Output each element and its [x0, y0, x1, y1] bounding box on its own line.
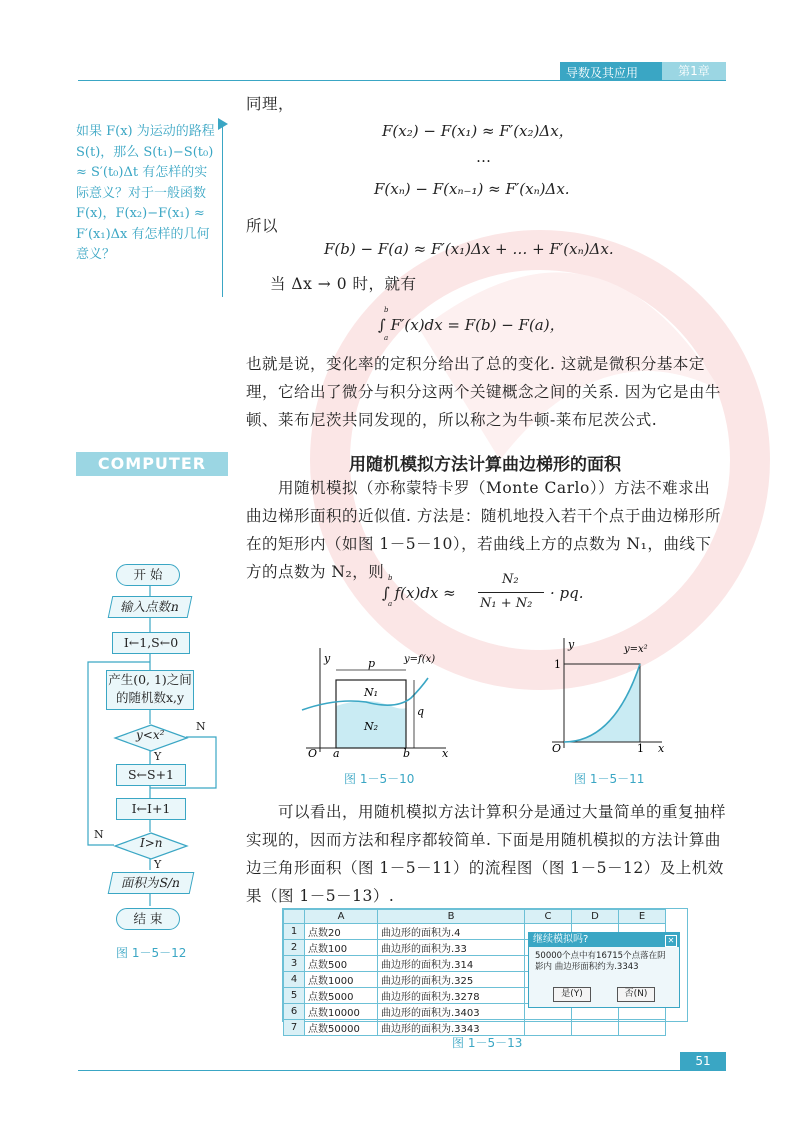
row-header[interactable]: 5: [284, 987, 305, 1003]
cell-a[interactable]: 点数5000: [305, 987, 378, 1003]
computer-label: COMPUTER: [76, 452, 228, 476]
yes-button[interactable]: 是(Y): [553, 987, 591, 1002]
cell-b[interactable]: 曲边形的面积为.4: [378, 923, 525, 939]
formula-numerator: N₂: [502, 572, 519, 587]
dialog-message: 50000个点中有16715个点落在阴影内 曲边形面积约为.3343: [535, 951, 666, 972]
integral-upper: b: [384, 306, 389, 314]
cell-b[interactable]: 曲边形的面积为.3343: [378, 1019, 525, 1035]
fig10-p-label: p: [368, 657, 376, 670]
flowchart-yes-1: Y: [154, 750, 162, 763]
dialog-title: 继续模拟吗?: [529, 933, 679, 947]
flowchart-output: 面积为S/n: [108, 872, 195, 894]
row-header[interactable]: 6: [284, 1003, 305, 1019]
so-text: 所以: [246, 217, 279, 235]
fig10-origin-label: O: [308, 747, 318, 760]
fig10-b-label: b: [403, 747, 411, 760]
cell-a[interactable]: 点数20: [305, 923, 378, 939]
no-button[interactable]: 否(N): [617, 987, 655, 1002]
flowchart-condition1: y<x²: [136, 728, 165, 742]
row-header[interactable]: 7: [284, 1019, 305, 1035]
spreadsheet-caption: 图 1－5－13: [452, 1036, 523, 1050]
flowchart-increment-i: I←I+1: [116, 798, 186, 820]
fig11-one-x-label: 1: [637, 742, 644, 755]
equation-4: ∫ F′(x)dx = F(b) − F(a)，: [378, 316, 565, 334]
flowchart-no-2: N: [94, 828, 104, 841]
fig10-a-label: a: [333, 747, 340, 760]
spreadsheet-col-c[interactable]: C: [525, 910, 572, 924]
page-number: 51: [680, 1052, 726, 1070]
fig11-x-label: x: [658, 742, 665, 755]
fig11-one-y-label: 1: [554, 658, 561, 671]
equation-dots: …: [476, 148, 491, 166]
spreadsheet-header-row: [284, 910, 666, 924]
fig11-curve-label: y=x²: [624, 644, 648, 655]
theorem-paragraph: 也就是说，变化率的定积分给出了总的变化. 这就是微积分基本定理，它给出了微分与积分这两个关键概念之间的关系. 因为它是由牛顿、莱布尼茨共同发现的，所以称之为牛顿-莱布尼茨公式.: [246, 355, 721, 429]
equation-3: F(b) − F(a) ≈ F′(x₁)Δx + … + F′(xₙ)Δx.: [324, 240, 614, 258]
fig10-n2-label: N₂: [364, 720, 379, 733]
formula-upper: b: [388, 574, 393, 582]
formula-lower: a: [388, 600, 393, 608]
flowchart-end: 结 束: [116, 908, 180, 930]
equation-2: F(xₙ) − F(xₙ₋₁) ≈ F′(xₙ)Δx.: [374, 180, 570, 198]
flowchart-generate-line1: 产生(0, 1)之间: [108, 672, 192, 687]
note-rule: [222, 122, 223, 297]
footer-rule: [78, 1070, 726, 1071]
flowchart-yes-2: Y: [154, 858, 162, 871]
figure-1-5-11: [544, 634, 670, 758]
flowchart-no-1: N: [196, 720, 206, 733]
cell-b[interactable]: 曲边形的面积为.3403: [378, 1003, 525, 1019]
spreadsheet-col-b[interactable]: B: [378, 910, 525, 924]
cell-a[interactable]: 点数500: [305, 955, 378, 971]
fig10-curve-label: y=f(x): [404, 654, 436, 665]
flowchart-caption: 图 1－5－12: [116, 946, 187, 960]
formula-denominator: N₁ + N₂: [480, 596, 533, 611]
cell-e[interactable]: [619, 1019, 666, 1035]
flowchart-increment-s: S←S+1: [116, 764, 186, 786]
header-chapter: 导数及其应用: [566, 66, 639, 80]
cell-b[interactable]: 曲边形的面积为.33: [378, 939, 525, 955]
formula-left: ∫ f(x)dx ≈: [382, 584, 456, 602]
cell-a[interactable]: 点数50000: [305, 1019, 378, 1035]
margin-note: 如果 F(x) 为运动的路程 S(t)，那么 S(t₁)−S(t₀) ≈ S′(t₀)Δt 有怎样的实际意义？对于一般函数 F(x)，F(x₂)−F(x₁) ≈ F′(x₁)Δx 有怎样的几何意义？: [76, 124, 215, 262]
fig11-caption: 图 1－5－11: [574, 772, 645, 786]
equation-1: F(x₂) − F(x₁) ≈ F′(x₂)Δx，: [382, 122, 574, 140]
fig11-origin-label: O: [552, 742, 562, 755]
cell-a[interactable]: 点数100: [305, 939, 378, 955]
fig10-q-label: q: [417, 705, 425, 718]
fraction-bar: [478, 592, 544, 593]
figure-1-5-10: [296, 640, 456, 758]
spreadsheet-col-d[interactable]: D: [572, 910, 619, 924]
note-arrow-icon: [218, 118, 228, 130]
monte-carlo-paragraph: 用随机模拟（亦称蒙特卡罗（Monte Carlo））方法不难求出曲边梯形面积的近似值. 方法是：随机地投入若干个点于曲边梯形所在的矩形内（如图 1－5－10），若曲线上方的点数为 N₁，曲线下方的点数为 N₂，则: [246, 479, 721, 581]
row-header[interactable]: 1: [284, 923, 305, 939]
flowchart-init: I←1,S←0: [112, 632, 190, 654]
spreadsheet-corner: [284, 910, 305, 924]
cell-b[interactable]: 曲边形的面积为.325: [378, 971, 525, 987]
row-header[interactable]: 3: [284, 955, 305, 971]
fig10-x-label: x: [442, 747, 449, 760]
row-header[interactable]: 4: [284, 971, 305, 987]
continue-dialog: [528, 932, 680, 1008]
fig10-n1-label: N₁: [364, 686, 379, 699]
flowchart-start: 开 始: [116, 564, 180, 586]
fig11-y-label: y: [568, 638, 575, 651]
formula-right: · pq.: [550, 584, 584, 602]
fig11-shaded-region: [564, 664, 640, 742]
header-rule: [78, 80, 726, 81]
section-title: 用随机模拟方法计算曲边梯形的面积: [349, 455, 621, 475]
flowchart-condition2: I>n: [140, 836, 163, 850]
flowchart-input: 输入点数n: [108, 596, 193, 618]
cell-c[interactable]: [525, 1019, 572, 1035]
cell-a[interactable]: 点数1000: [305, 971, 378, 987]
cell-b[interactable]: 曲边形的面积为.314: [378, 955, 525, 971]
cell-a[interactable]: 点数10000: [305, 1003, 378, 1019]
integral-lower: a: [384, 334, 389, 342]
when-text: 当 Δx → 0 时，就有: [270, 275, 417, 293]
spreadsheet-col-e[interactable]: E: [619, 910, 666, 924]
spreadsheet-col-a[interactable]: A: [305, 910, 378, 924]
header-section: 第1章: [662, 62, 726, 80]
flowchart-generate-line2: 的随机数x,y: [115, 690, 185, 705]
spreadsheet-row: [284, 1019, 666, 1035]
row-header[interactable]: 2: [284, 939, 305, 955]
conclusion-paragraph: 可以看出，用随机模拟方法计算积分是通过大量简单的重复抽样实现的，因而方法和程序都较简单. 下面是用随机模拟的方法计算曲边三角形面积（图 1－5－11）的流程图（图 1－5－12）及上机效果（图 1－5－13）.: [246, 803, 727, 905]
fig10-y-label: y: [324, 652, 331, 665]
flowchart-generate: [106, 670, 194, 710]
close-icon[interactable]: ✕: [665, 935, 677, 947]
cell-d[interactable]: [572, 1019, 619, 1035]
fig10-caption: 图 1－5－10: [344, 772, 415, 786]
cell-b[interactable]: 曲边形的面积为.3278: [378, 987, 525, 1003]
intro-text: 同理，: [246, 95, 295, 113]
